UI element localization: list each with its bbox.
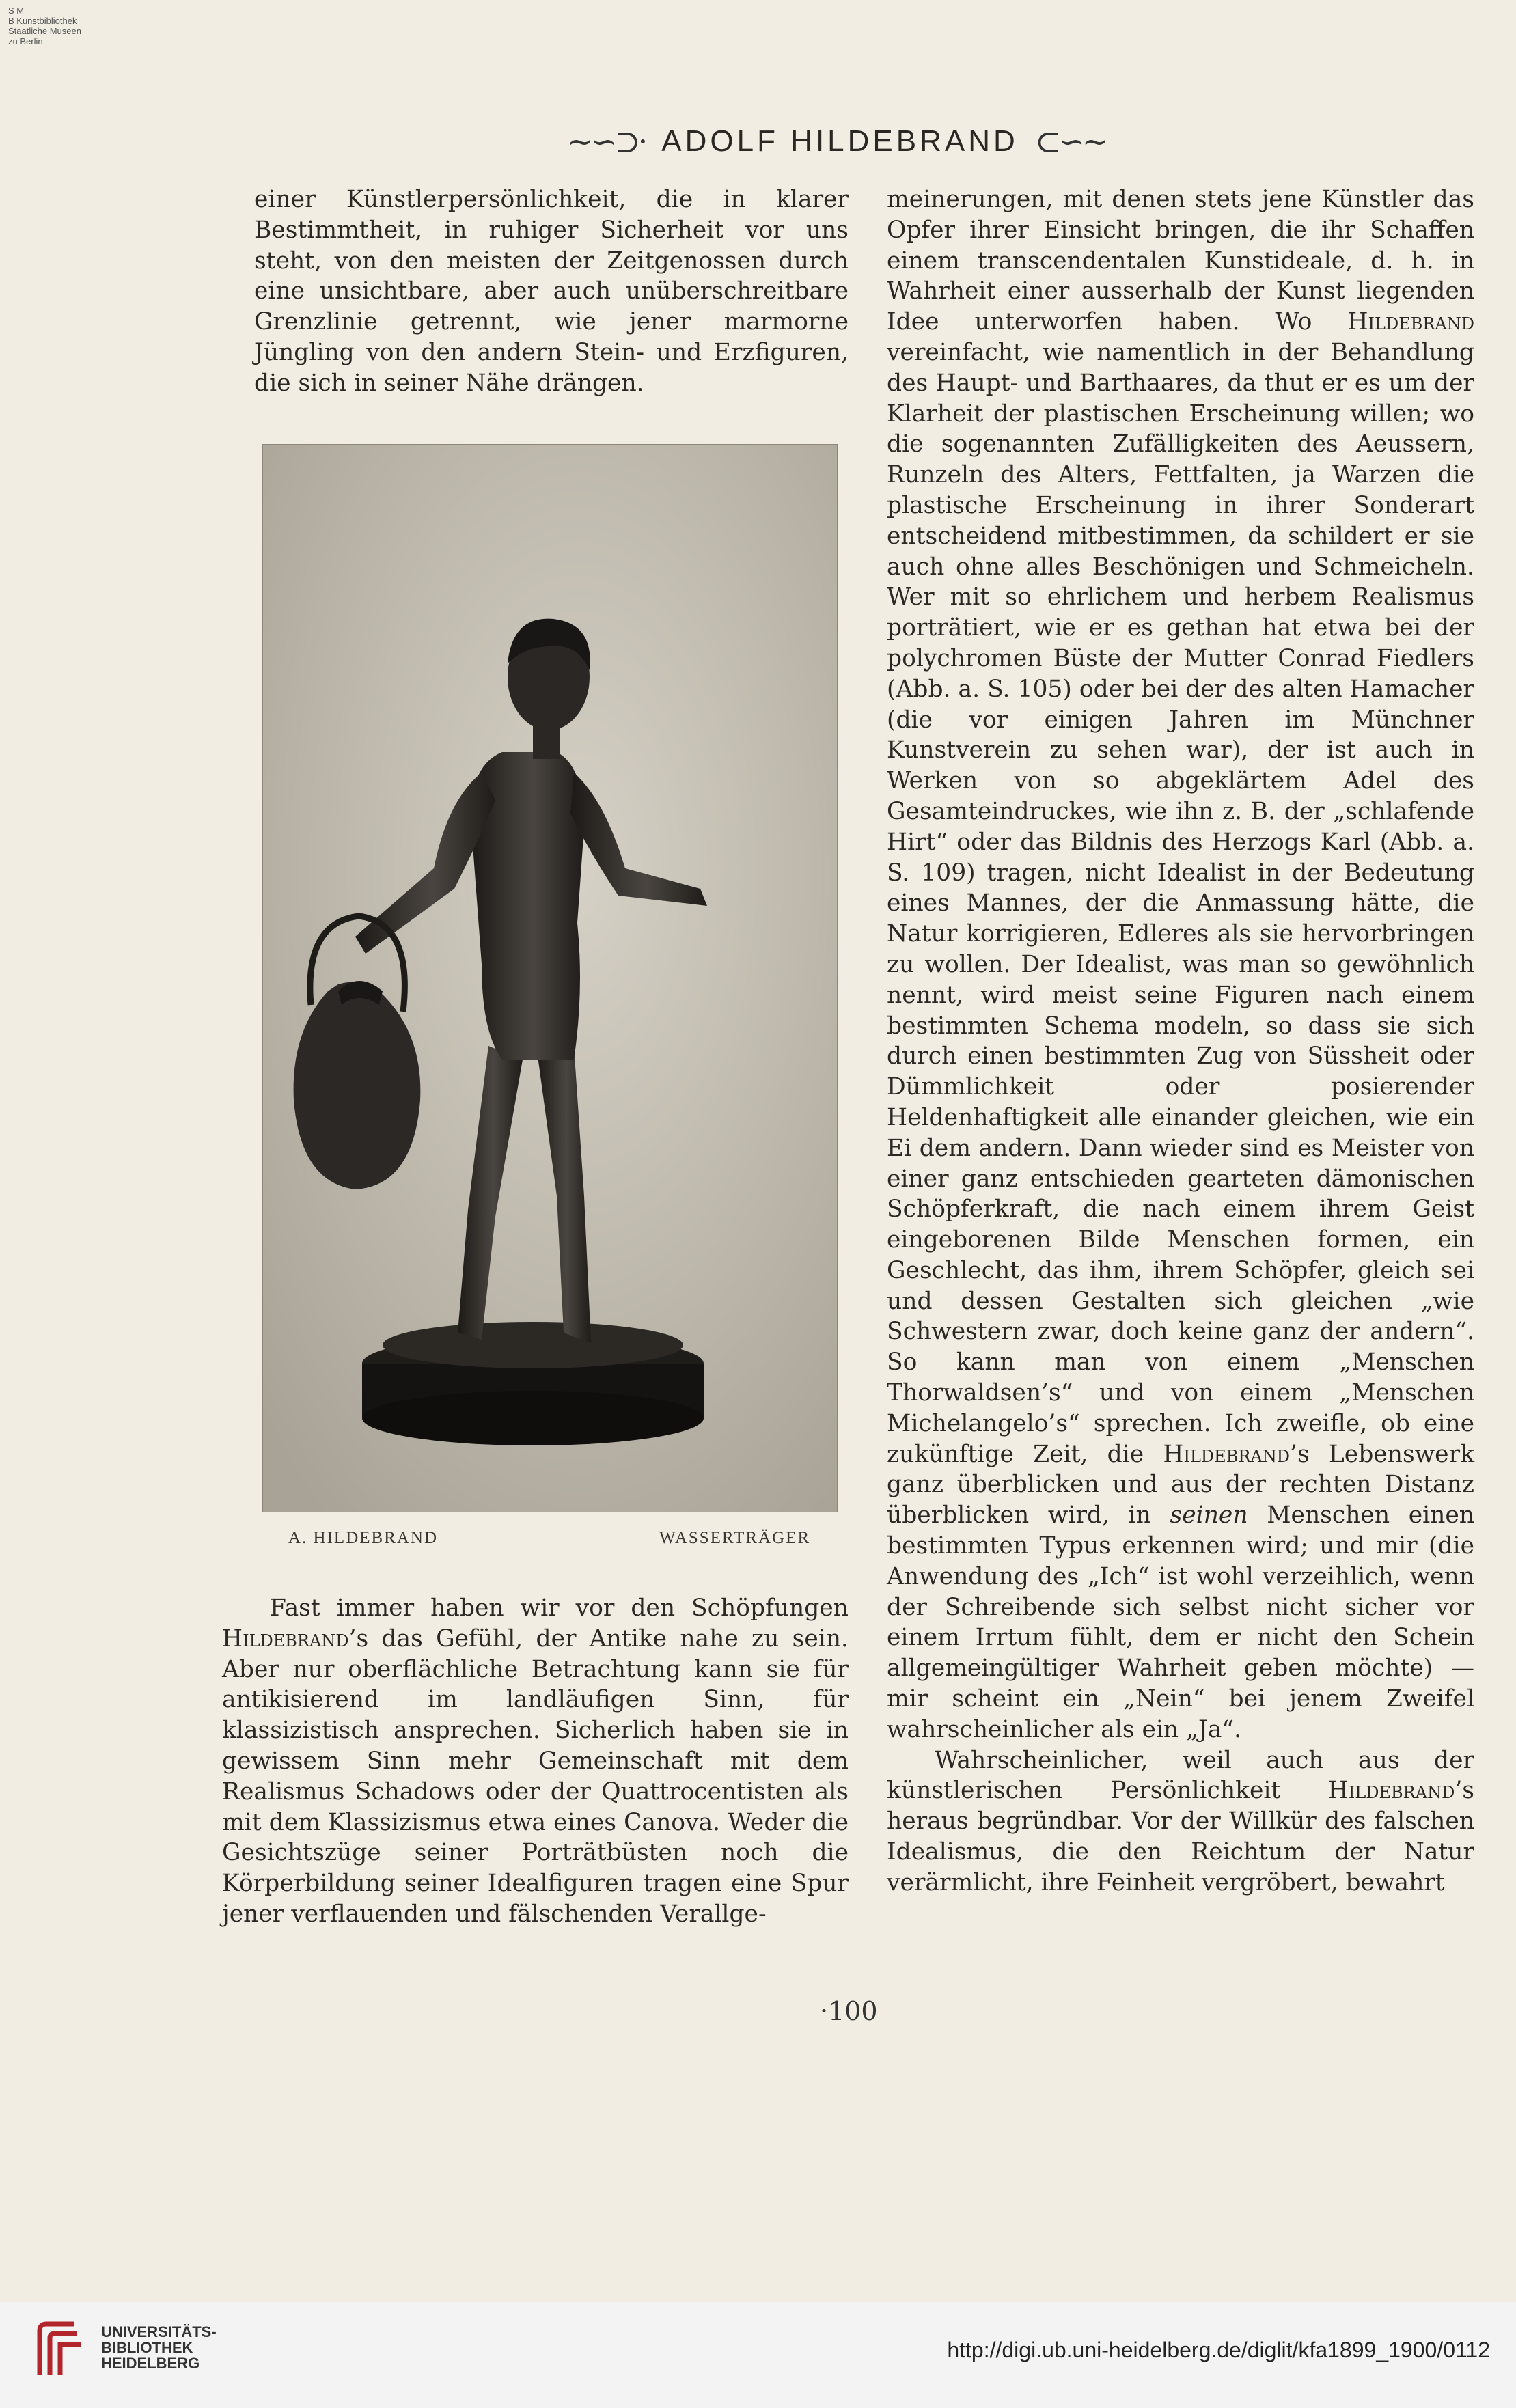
stamp-line: zu Berlin (8, 36, 43, 46)
stamp-line: B Kunstbibliothek (8, 16, 77, 26)
sculpture-photograph (262, 444, 838, 1512)
paragraph-text: Fast immer haben wir vor den Schöpfungen (270, 1594, 849, 1622)
paragraph-text: ’s Lebenswerk ganz überblicken und aus der rechten Distanz überblicken wird, in (887, 1440, 1474, 1530)
statue-image (263, 445, 837, 1512)
figure-caption-artist: A. HILDEBRAND (288, 1529, 439, 1547)
paragraph-text: ’s das Gefühl, der Antike nahe zu sein. Aber nur oberflächliche Betrachtung kann sie für antikisierend im landläufigen Sinn, für klassizistisch ansprechen. Sicherlich haben sie in gewissem Sinn mehr Gemeinschaft mit dem Realismus Schadows oder der Quattrocentisten als mit dem Klassizismus etwa eines Canova. Weder die Gesichtszüge seiner Porträtbüsten noch die Körperbildung seiner Idealfiguren tragen eine Spur jener verflauenden und fälschenden Verallge- (222, 1624, 849, 1928)
emphasized-word: seinen (1170, 1501, 1248, 1530)
artist-name: Hildebrand (1327, 1777, 1455, 1805)
digitization-footer (0, 2302, 1516, 2408)
paragraph (222, 1593, 849, 1930)
paragraph-text: ’s heraus begründbar. Vor der Willkür des falschen Idealismus, die den Reichtum der Natur verärmlicht, ihre Feinheit vergröbert, bewahrt (887, 1777, 1475, 1896)
library-stamp (8, 5, 81, 46)
stamp-line: Staatliche Museen (8, 26, 81, 36)
paragraph (887, 1745, 1474, 1898)
library-name (101, 2324, 217, 2371)
artist-name: Hildebrand (1347, 308, 1474, 336)
page-title: ADOLF HILDEBRAND (661, 124, 1019, 158)
page-number: ·100 (820, 1996, 878, 2026)
library-logo-icon (26, 2317, 94, 2385)
running-header (567, 117, 1168, 165)
library-name-line: HEIDELBERG (101, 2355, 200, 2372)
paragraph-text: Menschen einen bestimmten Typus erkennen wird; und mir (die Anwendung des „Ich“ ist wohl verzeihlich, wenn der Schreibende sich selbst nicht sicher vor einem Irrtum fühlt, dem er nicht den Schein allgemeingültiger Wahrheit geben möchte) — mir scheint ein „Nein“ bei jenem Zweifel wahrscheinlicher als ein „Ja“. (887, 1501, 1475, 1743)
right-column (887, 184, 1474, 1898)
artist-name: Hildebrand (222, 1624, 349, 1652)
paragraph-text: Wahrscheinlicher, weil auch aus der künstlerischen Persönlichkeit (887, 1746, 1474, 1805)
right-ornament-icon: ⊂∽~ (1034, 123, 1106, 160)
paragraph: einer Künstlerpersönlichkeit, die in klarer Bestimmtheit, in ruhiger Sicherheit vor uns steht, von den meisten der Zeitgenossen durch eine unsichtbare, aber auch unüberschreitbare Grenzlinie getrennt, wie jener marmorne Jüngling von den andern Stein- und Erzfiguren, die sich in seiner Nähe drängen. (254, 186, 849, 397)
paragraph (887, 184, 1474, 1745)
paragraph-text: meinerungen, mit denen stets jene Künstler das Opfer ihrer Einsicht bringen, die ihr Schaffen einem transcendentalen Kunstideale, d. h. in Wahrheit einer ausserhalb der Kunst liegenden Idee unterworfen haben. Wo (887, 186, 1474, 336)
stamp-line: S M (8, 5, 25, 16)
artist-name: Hildebrand (1163, 1440, 1290, 1468)
library-name-line: BIBLIOTHEK (101, 2339, 193, 2356)
left-ornament-icon: ~∽⊃· (567, 123, 646, 160)
left-column-top (254, 184, 849, 399)
figure-caption-title: WASSERTRÄGER (659, 1529, 811, 1547)
left-column-bottom (222, 1593, 849, 1930)
paragraph-text: vereinfacht, wie namentlich in der Behandlung des Haupt- und Barthaares, da thut er es um der Klarheit der plastischen Erscheinung willen; wo die sogenannten Zufälligkeiten des Aeussern, Runzeln des Alters, Fettfalten, ja Warzen die plastische Erscheinung in ihrer Sonderart entscheidend mitbestimmen, da schildert er sie auch ohne alles Beschönigen und Schmeicheln. Wer mit so ehrlichem und herbem Realismus porträtiert, wie er es gethan hat etwa bei der polychromen Büste der Mutter Conrad Fiedlers (Abb. a. S. 105) oder bei der des alten Hamacher (die vor einigen Jahren im Münchner Kunstverein zu sehen war), der ist auch in Werken von so abgeklärtem Adel des Gesamteindruckes, wie ihn z. B. der „schlafende Hirt“ oder das Bildnis des Herzogs Karl (Abb. a. S. 109) tragen, nicht Idealist in der Bedeutung eines Mannes, der die Anmassung hätte, die Natur korrigieren, Edleres als sie hervorbringen zu wollen. Der Idealist, was man so gewöhnlich nennt, wird meist seine Figuren nach einem bestimmten Schema modeln, so dass sie sich durch einen bestimmten Zug von Süssheit oder Dümmlichkeit oder posierender Heldenhaftigkeit alle einander gleichen, wie ein Ei dem andern. Dann wieder sind es Meister von einer ganz entschieden gearteten dämonischen Schöpferkraft, die nach einem ihrem Geist eingeborenen Bilde Menschen formen, ein Geschlecht, das ihm, ihrem Schöpfer, gleich sei und dessen Gestalten sich gleichen „wie Schwestern zwar, doch keine ganz der andern“. So kann man von einem „Menschen Thorwaldsen’s“ und von einem „Menschen Michelangelo’s“ sprechen. Ich zweifle, ob eine zukünftige Zeit, die (887, 338, 1474, 1468)
library-name-line: UNIVERSITÄTS- (101, 2323, 217, 2340)
permalink-url[interactable]: http://digi.ub.uni-heidelberg.de/diglit/kfa1899_1900/0112 (947, 2338, 1490, 2362)
